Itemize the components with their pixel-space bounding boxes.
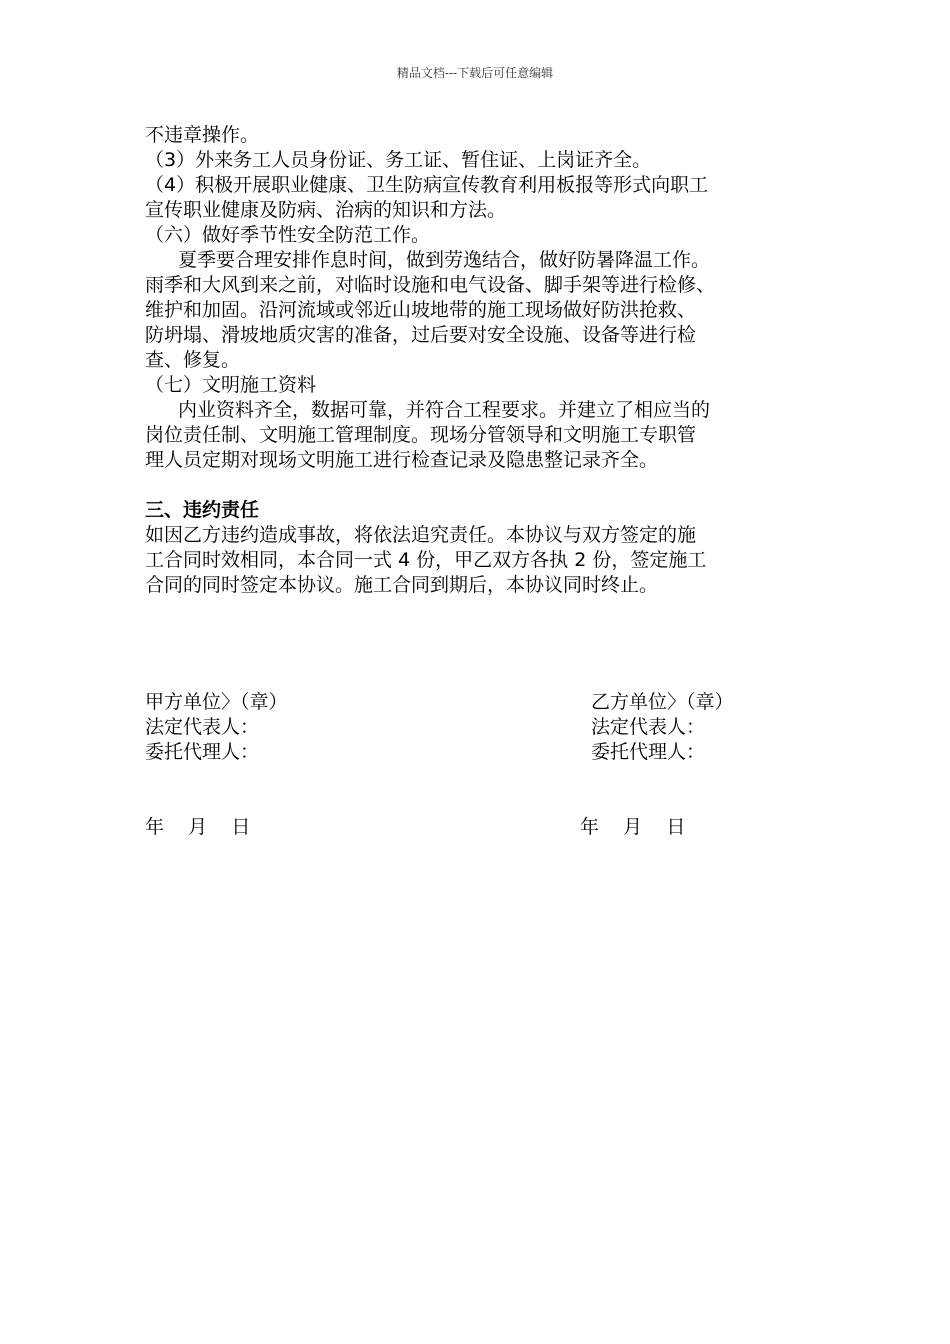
body-line: 工合同时效相同，本合同一式 4 份，甲乙双方各执 2 份，签定施工 [145, 549, 707, 571]
body-line: 宣传职业健康及防病、治病的知识和方法。 [145, 199, 507, 221]
body-line: 防坍塌、滑坡地质灾害的准备，过后要对安全设施、设备等进行检 [145, 324, 697, 346]
body-line: 雨季和大风到来之前，对临时设施和电气设备、脚手架等进行检修、 [145, 274, 716, 296]
party-b-legal-rep: 法定代表人： [591, 716, 706, 738]
body-line: 理人员定期对现场文明施工进行检查记录及隐患整记录齐全。 [145, 449, 659, 471]
body-line: 内业资料齐全，数据可靠，并符合工程要求。并建立了相应当的 [178, 399, 711, 421]
body-line: 查、修复。 [145, 349, 241, 371]
party-b-date: 年 月 日 [580, 816, 686, 838]
party-b-signature [591, 690, 734, 765]
subsection-heading: （七）文明施工资料 [145, 374, 317, 396]
party-b-unit: 乙方单位〉（章） [591, 691, 734, 713]
subsection-heading: （六）做好季节性安全防范工作。 [145, 224, 431, 246]
document-body [145, 123, 825, 598]
body-line: 维护和加固。沿河流域或邻近山坡地带的施工现场做好防洪抢救、 [145, 299, 697, 321]
body-line: 不违章操作。 [145, 124, 260, 146]
body-line: 合同的同时签定本协议。施工合同到期后，本协议同时终止。 [145, 574, 659, 596]
section-heading: 三、违约责任 [145, 499, 260, 521]
party-b-agent: 委托代理人： [591, 741, 706, 763]
body-line: 如因乙方违约造成事故，将依法追究责任。本协议与双方签定的施 [145, 524, 697, 546]
party-a-date: 年 月 日 [145, 816, 251, 838]
body-line: 夏季要合理安排作息时间，做到劳逸结合，做好防暑降温工作。 [178, 249, 711, 271]
body-line: （4）积极开展职业健康、卫生防病宣传教育利用板报等形式向职工 [145, 174, 709, 196]
body-line: 岗位责任制、文明施工管理制度。现场分管领导和文明施工专职管 [145, 424, 697, 446]
page-header: 精品文档---下载后可任意编辑 [396, 66, 554, 80]
body-line: （3）外来务工人员身份证、务工证、暂住证、上岗证齐全。 [145, 149, 652, 171]
party-a-unit: 甲方单位〉（章） [145, 691, 288, 713]
party-a-signature [145, 690, 288, 765]
party-a-legal-rep: 法定代表人： [145, 716, 260, 738]
party-a-agent: 委托代理人： [145, 741, 260, 763]
